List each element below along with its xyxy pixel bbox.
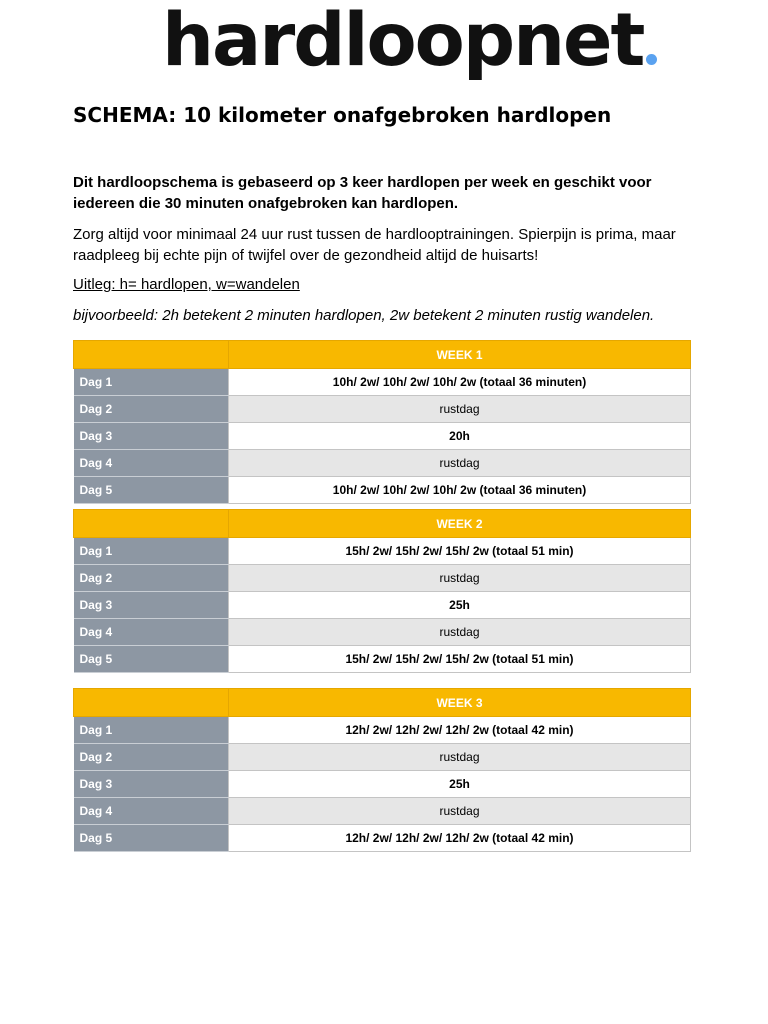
example-text: bijvoorbeeld: 2h betekent 2 minuten hardlopen, 2w betekent 2 minuten rustig wandelen.	[73, 307, 655, 324]
table-row	[74, 771, 691, 798]
table-row	[74, 825, 691, 852]
week-1-table	[73, 340, 691, 504]
table-row	[74, 396, 691, 423]
table-row	[74, 538, 691, 565]
table-row	[74, 744, 691, 771]
logo-dot	[646, 54, 657, 65]
table-row	[74, 798, 691, 825]
training-value: 10h/ 2w/ 10h/ 2w/ 10h/ 2w (totaal 36 minuten)	[229, 477, 691, 504]
table-row	[74, 619, 691, 646]
table-row	[74, 450, 691, 477]
day-label: Dag 1	[74, 717, 229, 744]
training-value: 12h/ 2w/ 12h/ 2w/ 12h/ 2w (totaal 42 min)	[229, 717, 691, 744]
training-value: rustdag	[229, 798, 691, 825]
training-value: 25h	[229, 592, 691, 619]
week-header: WEEK 1	[229, 341, 691, 369]
day-label: Dag 2	[74, 744, 229, 771]
week-header-blank	[74, 689, 229, 717]
day-label: Dag 2	[74, 565, 229, 592]
brand-name: hardloopnet	[162, 0, 644, 83]
training-value: 12h/ 2w/ 12h/ 2w/ 12h/ 2w (totaal 42 min)	[229, 825, 691, 852]
day-label: Dag 3	[74, 592, 229, 619]
training-value: rustdag	[229, 619, 691, 646]
training-value: rustdag	[229, 396, 691, 423]
table-row	[74, 717, 691, 744]
day-label: Dag 3	[74, 771, 229, 798]
day-label: Dag 4	[74, 619, 229, 646]
table-row	[74, 592, 691, 619]
page-title: SCHEMA: 10 kilometer onafgebroken hardlopen	[73, 103, 612, 127]
training-value: rustdag	[229, 744, 691, 771]
training-value: 10h/ 2w/ 10h/ 2w/ 10h/ 2w (totaal 36 minuten)	[229, 369, 691, 396]
training-value: rustdag	[229, 565, 691, 592]
week-header-blank	[74, 341, 229, 369]
brand-logo	[162, 0, 657, 83]
day-label: Dag 1	[74, 369, 229, 396]
training-value: rustdag	[229, 450, 691, 477]
day-label: Dag 4	[74, 798, 229, 825]
day-label: Dag 1	[74, 538, 229, 565]
table-row	[74, 646, 691, 673]
day-label: Dag 5	[74, 646, 229, 673]
week-header-row	[74, 510, 691, 538]
training-value: 15h/ 2w/ 15h/ 2w/ 15h/ 2w (totaal 51 min)	[229, 646, 691, 673]
day-label: Dag 5	[74, 825, 229, 852]
table-row	[74, 477, 691, 504]
week-header: WEEK 3	[229, 689, 691, 717]
legend-text: Uitleg: h= hardlopen, w=wandelen	[73, 276, 300, 293]
day-label: Dag 3	[74, 423, 229, 450]
advice-paragraph: Zorg altijd voor minimaal 24 uur rust tussen de hardlooptrainingen. Spierpijn is prima, maar raadpleeg bij echte pijn of twijfel over de gezondheid altijd de huisarts!	[73, 226, 676, 264]
intro-text: Dit hardloopschema is gebaseerd op 3 keer hardlopen per week en geschikt voor iedereen die 30 minuten onafgebroken kan hardlopen.	[73, 174, 652, 212]
week-header-row	[74, 341, 691, 369]
training-value: 20h	[229, 423, 691, 450]
table-row	[74, 369, 691, 396]
day-label: Dag 2	[74, 396, 229, 423]
week-2-table	[73, 509, 691, 673]
week-3-table	[73, 688, 691, 852]
training-value: 25h	[229, 771, 691, 798]
day-label: Dag 5	[74, 477, 229, 504]
day-label: Dag 4	[74, 450, 229, 477]
table-row	[74, 565, 691, 592]
week-header-blank	[74, 510, 229, 538]
table-row	[74, 423, 691, 450]
training-value: 15h/ 2w/ 15h/ 2w/ 15h/ 2w (totaal 51 min)	[229, 538, 691, 565]
week-header-row	[74, 689, 691, 717]
week-header: WEEK 2	[229, 510, 691, 538]
